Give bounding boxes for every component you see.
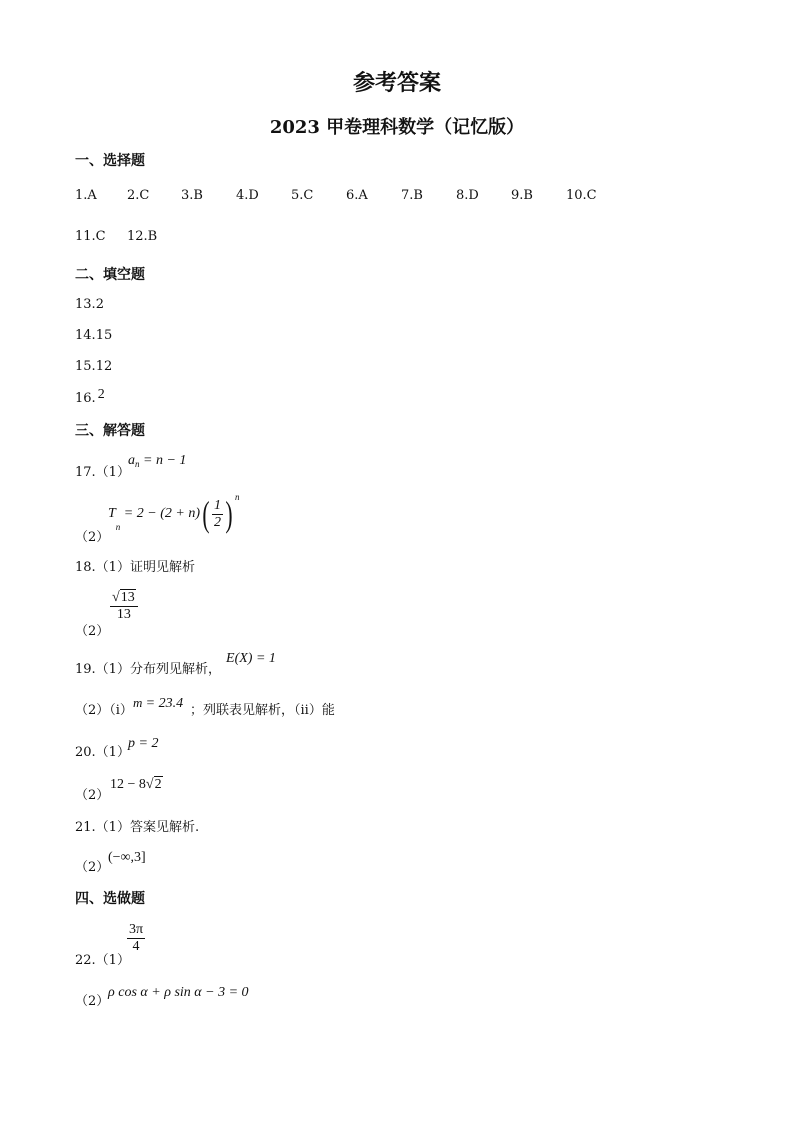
q22-part1-label: 22.（1） [75, 953, 130, 968]
choice-answer-2: 2.C [127, 188, 150, 203]
choice-answer-12: 12.B [127, 229, 158, 244]
q21-part2-label: （2） [75, 860, 110, 875]
fill-answer-15: 15.12 [75, 359, 113, 374]
section-heading-fill: 二、填空题 [75, 267, 145, 283]
fill-answer-14: 14.15 [75, 328, 113, 343]
q22-part2-label: （2） [75, 994, 110, 1009]
choice-answer-4: 4.D [236, 188, 259, 203]
choice-answer-11: 11.C [75, 229, 106, 244]
q20-part1-formula: p = 2 [128, 736, 159, 751]
q19-part2-text: ；列联表见解析，（ii）能 [190, 703, 335, 718]
q18-part1: 18.（1）证明见解析 [75, 560, 195, 575]
q18-part2-label: （2） [75, 624, 110, 639]
choice-answer-1: 1.A [75, 188, 97, 203]
q20-part2-formula: 12 − 8√2 [110, 777, 162, 792]
q17-part1-label: 17.（1） [75, 465, 130, 480]
choice-answer-3: 3.B [181, 188, 203, 203]
q21-part1: 21.（1）答案见解析. [75, 820, 200, 835]
q19-part1-formula: E(X) = 1 [226, 651, 276, 666]
q18-part2-fraction: $\frac{√13}{13}$ [110, 590, 138, 623]
q22-part2-formula: ρ cos α + ρ sin α − 3 = 0 [108, 985, 249, 1000]
q22-part1-fraction: $\frac{3\pi}{4}$ [129, 922, 144, 954]
q19-part2-formula: m = 23.4 [133, 695, 184, 711]
q17-part2-formula: Tn = 2 − (2 + n)( $\frac{1}{2}$ ) $^n$ [108, 492, 240, 534]
choice-answer-9: 9.B [511, 188, 533, 203]
choice-answer-8: 8.D [456, 188, 479, 203]
choice-answer-7: 7.B [401, 188, 423, 203]
section-heading-choice: 一、选择题 [75, 153, 145, 169]
q19-part1: 19.（1）分布列见解析， [75, 662, 221, 677]
choice-answer-5: 5.C [291, 188, 314, 203]
page-title: 参考答案 [352, 70, 441, 96]
page-subtitle: 2023 甲卷理科数学（记忆版） [269, 117, 525, 138]
fill-answer-16: 16. 2 [75, 387, 105, 406]
q17-part2-label: （2） [75, 530, 110, 545]
q20-part2-label: （2） [75, 788, 110, 803]
fill-answer-13: 13.2 [75, 297, 104, 312]
q17-part1-formula: an = n − 1 [128, 453, 187, 469]
q19-part2-label: （2）（i） [75, 703, 133, 718]
q21-part2-formula: (−∞,3] [108, 850, 146, 865]
choice-answer-6: 6.A [346, 188, 368, 203]
section-heading-elective: 四、选做题 [75, 891, 145, 907]
q20-part1-label: 20.（1） [75, 745, 130, 760]
section-heading-solution: 三、解答题 [75, 423, 145, 439]
choice-answer-10: 10.C [566, 188, 597, 203]
